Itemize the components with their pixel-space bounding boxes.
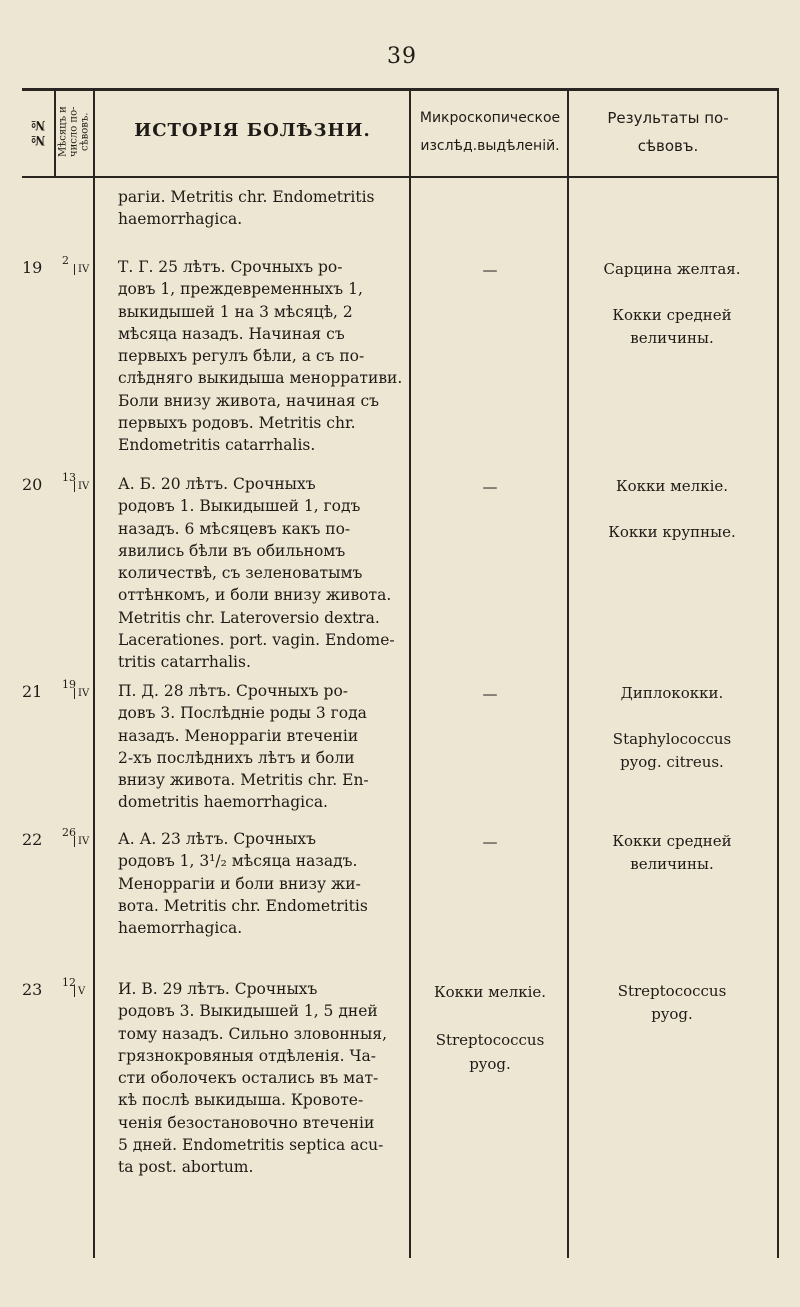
case-result: Сарцина желтая. Кокки средней величины.: [603, 260, 741, 347]
case-history: И. В. 29 лѣтъ. Срочныхъ родовъ 3. Выкидышей 1, 5 дней тому назадъ. Сильно зловонныя, грязнокровяныя отдѣленія. Ча- сти оболочекъ остались въ мат- кѣ послѣ выкидыша. Кровоте- ченія безостановочно втеченіи 5 дней. Endometritis septica acu- ta post. abortum.: [118, 980, 387, 1177]
case-number: 20: [22, 475, 43, 494]
case-microscopic: —: [482, 833, 498, 851]
case-month: V: [74, 986, 85, 997]
case-microscopic: —: [482, 685, 498, 703]
case-microscopic: —: [482, 478, 498, 496]
case-microscopic: —: [482, 261, 498, 279]
case-day: 13: [62, 471, 76, 484]
case-month: IV: [74, 836, 89, 847]
header-month-column: Мѣсяцъ и число по-сѣвовъ.: [57, 106, 91, 158]
case-history: П. Д. 28 лѣтъ. Срочныхъ ро- довъ 3. Послѣдніе роды 3 года назадъ. Меноррагіи втеченіи 2-хъ послѣднихъ лѣтъ и боли внизу живота. Metritis chr. En- dometritis haemorrhagica.: [118, 682, 369, 812]
column-divider: [777, 88, 779, 1258]
header-microscopic-column: Микроскопическое изслѣд.выдѣленій.: [419, 110, 561, 154]
case-day: 2: [62, 254, 69, 267]
case-day: 19: [62, 678, 76, 691]
header-bottom-rule: [22, 176, 778, 178]
case-date: [62, 826, 96, 847]
case-number: 21: [22, 682, 43, 701]
case-history: А. Б. 20 лѣтъ. Срочныхъ родовъ 1. Выкидышей 1, годъ назадъ. 6 мѣсяцевъ какъ по- явились бѣли въ обильномъ количествѣ, съ зеленоватымъ оттѣнкомъ, и боли внизу живота. Metritis chr. Lateroversio dextra. Lacerationes. port. vagin. Endome- tritis catarrhalis.: [118, 475, 395, 672]
header-number-column: №№: [30, 117, 46, 147]
case-day: 12: [62, 976, 76, 989]
case-number: 22: [22, 830, 43, 849]
case-date: [62, 976, 96, 997]
case-microscopic: Кокки мелкіе. Streptococcus pyog.: [433, 983, 547, 1073]
case-result: Кокки мелкіе. Кокки крупные.: [608, 477, 736, 541]
case-date: [62, 471, 96, 492]
case-date: [62, 254, 96, 275]
column-divider: [409, 88, 411, 1258]
case-result: Streptococcus pyog.: [617, 982, 727, 1023]
case-history: А. А. 23 лѣтъ. Срочныхъ родовъ 1, 3¹/₂ мѣсяца назадъ. Меноррагіи и боли внизу жи- вота. Metritis chr. Endometritis haemorrhagica.: [118, 830, 368, 938]
table-top-rule: [22, 88, 778, 91]
case-day: 26: [62, 826, 76, 839]
case-month: IV: [74, 481, 89, 492]
case-history: Т. Г. 25 лѣтъ. Срочныхъ ро- довъ 1, преждевременныхъ 1, выкидышей 1 на 3 мѣсяцѣ, 2 мѣсяца назадъ. Начиная съ первыхъ регулъ бѣли, а съ по- слѣдняго выкидыша менорративи. Боли внизу живота, начиная съ первыхъ родовъ. Metritis chr. Endometritis catarrhalis.: [118, 258, 403, 455]
case-date: [62, 678, 96, 699]
case-month: IV: [74, 688, 89, 699]
page-number: 39: [387, 44, 417, 69]
header-results-column: Результаты по- сѣвовъ.: [607, 109, 729, 155]
case-result: Диплококки. Staphylococcus pyog. citreus.: [612, 684, 732, 771]
header-history-column: ИСТОРІЯ БОЛѢЗНИ.: [134, 120, 371, 141]
case-month: IV: [74, 264, 89, 275]
case-result: Кокки средней величины.: [612, 832, 732, 873]
case-number: 23: [22, 980, 43, 999]
history-continuation: рагіи. Metritis chr. Endometritis haemorrhagica.: [118, 188, 375, 229]
case-number: 19: [22, 258, 43, 277]
